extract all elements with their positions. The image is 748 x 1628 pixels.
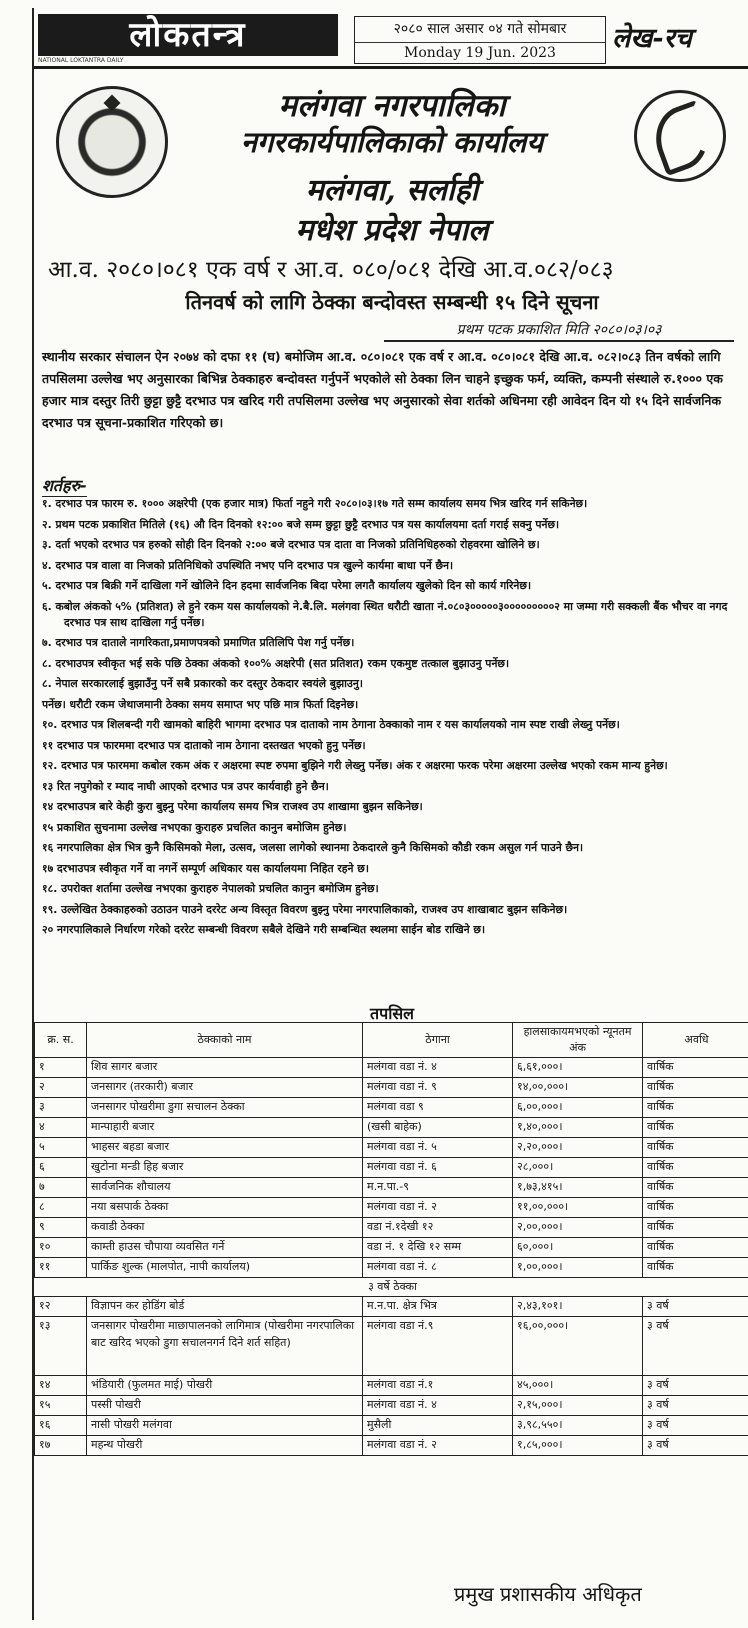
condition-item: पर्नेछ। धरौटी रकम जेथाजमानी ठेक्का समय समाप्त भए पछि मात्र फिर्ता दिइनेछ। <box>42 697 359 711</box>
contract-name-cell: विज्ञापन कर होडिंग बोर्ड <box>87 1297 363 1317</box>
serial-cell: ८ <box>35 1198 87 1218</box>
contract-name-cell: पार्किङ शुल्क (मालपोत, नापी कार्यालय) <box>87 1258 363 1278</box>
contract-name-cell: जनसागर पोखरीमा माछापालनको लागिमात्र (पोखरीमा नगरपालिका बाट खरिद भएको डुगा सचालनगर्न दिने शर्त सहित) <box>87 1317 363 1376</box>
org-province: मधेश प्रदेश नेपाल <box>295 213 489 248</box>
condition-item: ८. दरभाउपत्र स्वीकृत भई सके पछि ठेक्का अंकको १००% अक्षरेपी (सत प्रतिशत) रकम एकमुष्ट तत्काल बुझाउनु पर्नेछ। <box>42 656 510 670</box>
serial-cell: ७ <box>35 1178 87 1198</box>
table-row <box>35 1118 748 1138</box>
serial-cell: १० <box>35 1238 87 1258</box>
address-cell: मलंगवा वडा नं. २ <box>363 1436 513 1456</box>
serial-cell: २ <box>35 1078 87 1098</box>
duration-cell: ३ वर्ष <box>643 1376 748 1396</box>
contract-name-cell: काम्ती हाउस चौपाया व्यवसित गर्ने <box>87 1238 363 1258</box>
duration-cell: वार्षिक <box>643 1178 748 1198</box>
table-row <box>35 1258 748 1278</box>
serial-cell: ११ <box>35 1258 87 1278</box>
contract-name-cell: महन्थ पोखरी <box>87 1436 363 1456</box>
address-cell: वडा नं.१देखी १२ <box>363 1218 513 1238</box>
duration-cell: ३ वर्ष <box>643 1297 748 1317</box>
duration-cell: ३ वर्ष <box>643 1396 748 1416</box>
duration-cell: वार्षिक <box>643 1158 748 1178</box>
group-label: ३ वर्षे ठेक्का <box>35 1278 748 1297</box>
contract-name-cell: नासी पोखरी मलंगवा <box>87 1416 363 1436</box>
duration-cell: वार्षिक <box>643 1198 748 1218</box>
table-row <box>35 1138 748 1158</box>
amount-cell: ४५,०००। <box>513 1376 643 1396</box>
table-row <box>35 1376 748 1396</box>
serial-cell: १ <box>35 1058 87 1078</box>
condition-item: ६. कबोल अंकको ५% (प्रतिशत) ले हुने रकम यस कार्यालयको ने.बै.लि. मलंगवा स्थित धरौटी खाता नं.०८०३०००००३०००००००००२ मा जम्मा गरी सक्कली बैंक भौचर वा नगद दरभाउ पत्र साथ दाखिला गर्नु पर्नेछ। <box>42 599 728 629</box>
table-row <box>35 1297 748 1317</box>
condition-item: १४ दरभाउपत्र बारे केही कुरा बुझ्नु परेमा कार्यालय समय भित्र राजश्व उप शाखामा बुझन सकिनेछ। <box>42 800 423 814</box>
condition-item: ५. दरभाउ पत्र बिक्री गर्ने दाखिला गर्ने खोलिने दिन हदमा सार्वजनिक बिदा परेमा लगतै कार्यालय खुलेको दिन सो कार्य गरिनेछ। <box>42 579 532 592</box>
condition-item: १०. दरभाउ पत्र शिलबन्दी गरी खामको बाहिरी भागमा दरभाउ पत्र दाताको नाम ठेगाना ठेक्काको नाम र यस कार्यालयको नाम स्पष्ट राखी लेख्नु पर्नेछ। <box>42 718 620 732</box>
amount-cell: १४,००,०००। <box>513 1078 643 1098</box>
condition-item: १५ प्रकाशित सुचनामा उल्लेख नभएका कुराहरु प्रचलित कानुन बमोजिम हुनेछ। <box>42 820 347 834</box>
three-year-group <box>35 1278 748 1297</box>
issue-date-box <box>354 16 606 64</box>
address-cell: वडा नं. १ देखि १२ सम्म <box>363 1238 513 1258</box>
table-row <box>35 1058 748 1078</box>
serial-cell: १७ <box>35 1436 87 1456</box>
newspaper-logo: लोकतन्त्र <box>38 14 338 56</box>
column-header: ठेक्काको नाम <box>87 1023 363 1058</box>
one-year-contracts <box>35 1058 748 1278</box>
condition-item: ४. दरभाउ पत्र वाला वा निजको प्रतिनिधिको उपस्थिति नभए पनि दरभाउ पत्र खुल्ने कार्यमा बाधा पर्ने छैन। <box>42 558 454 572</box>
amount-cell: २,१५,०००। <box>513 1396 643 1416</box>
notice-title: तिनवर्ष को लागि ठेक्का बन्दोवस्त सम्बन्धी १५ दिने सूचना <box>185 290 599 314</box>
address-cell: मलंगवा वडा नं.१ <box>363 1376 513 1396</box>
serial-cell: १३ <box>35 1317 87 1376</box>
group-row <box>35 1278 748 1297</box>
duration-cell: वार्षिक <box>643 1058 748 1078</box>
notice-title-fiscal-years: आ.व. २०८०।०८१ एक वर्ष र आ.व. ०८०/०८१ देखि आ.व.०८२/०८३ <box>48 257 614 283</box>
duration-cell: वार्षिक <box>643 1118 748 1138</box>
org-office: नगरकार्यपालिकाको कार्यालय <box>240 125 544 159</box>
issue-date-nepali: २०८० साल असार ०४ गते सोमबार <box>393 21 567 37</box>
condition-item: ७. दरभाउ पत्र दाताले नागरिकता,प्रमाणपत्रको प्रमाणित प्रतिलिपि पेश गर्नु पर्नेछ। <box>42 636 355 650</box>
serial-cell: १५ <box>35 1396 87 1416</box>
table-row <box>35 1158 748 1178</box>
address-cell: मुसैली <box>363 1416 513 1436</box>
condition-item: १२. दरभाउ पत्र फारममा कबोल रकम अंक र अक्षरमा स्पष्ट रुपमा बुझिने गरी लेख्नु पर्नेछ। अंक र अक्षरमा फरक परेमा अक्षरमा उल्लेख भएको रकम मान्य हुनेछ। <box>42 759 668 773</box>
table-row <box>35 1436 748 1456</box>
address-cell: मलंगवा वडा नं. ४ <box>363 1396 513 1416</box>
address-cell: मलंगवा वडा नं. ६ <box>363 1158 513 1178</box>
signatory-title: प्रमुख प्रशासकीय अधिकृत <box>454 1582 642 1606</box>
contract-name-cell: सार्वजनिक शौचालय <box>87 1178 363 1198</box>
three-year-contracts <box>35 1297 748 1456</box>
condition-item: ८. नेपाल सरकारलाई बुझाउँनु पर्ने सबै प्रकारको कर दस्तुर ठेकदार स्वयंले बुझाउनु। <box>42 677 363 691</box>
contract-name-cell: भाहसर बहडा बजार <box>87 1138 363 1158</box>
amount-cell: ६,००,०००। <box>513 1098 643 1118</box>
duration-cell: ३ वर्ष <box>643 1416 748 1436</box>
conditions-list <box>40 496 746 943</box>
contract-name-cell: शिव सागर बजार <box>87 1058 363 1078</box>
address-cell: मलंगवा वडा नं.९ <box>363 1317 513 1376</box>
serial-cell: १२ <box>35 1297 87 1317</box>
table-header-row <box>35 1023 748 1058</box>
condition-item: १६ नगरपालिका क्षेत्र भित्र कुनै किसिमको मेला, उत्सव, जलसा लागेको स्थानमा ठेकदारले कुनै किसिमको कौडी रकम असुल गर्न पाउने छैन। <box>42 841 584 855</box>
table-row <box>35 1198 748 1218</box>
duration-cell: वार्षिक <box>643 1098 748 1118</box>
table-row <box>35 1416 748 1436</box>
notice-intro: स्थानीय सरकार संचालन ऐन २०७४ को दफा ११ (घ) बमोजिम आ.व. ०८०।०८१ एक वर्ष र आ.व. ०८०।०८१ देखि आ.व. ०८२।०८३ तिन वर्षको लागि तपसिलमा उल्लेख भए अनुसारका बिभिन्न ठेक्काहरु बन्दोवस्त गर्नुपर्ने भएकोले सो ठेक्का लिन चाहने इच्छुक फर्म, व्यक्ति, कम्पनी संस्थाले रु.१००० एक हजार मात्र दस्तुर तिरी छुट्टा छुट्टै दरभाउ पत्र खरिद गरी तपसिलमा उल्लेख भए अनुसारको सेवा शर्तको अधिनमा रही आवेदन दिन यो १५ दिने सार्वजनिक दरभाउ पत्र सूचना-प्रकाशित गरिएको छ। <box>42 349 723 430</box>
column-header: हालसाकायमभएको न्यूनतम अंक <box>513 1023 643 1058</box>
amount-cell: १,७३,४१५। <box>513 1178 643 1198</box>
address-cell: (खसी बाहेक) <box>363 1118 513 1138</box>
table-row <box>35 1218 748 1238</box>
table-row <box>35 1396 748 1416</box>
serial-cell: १४ <box>35 1376 87 1396</box>
contract-name-cell: पस्सी पोखरी <box>87 1396 363 1416</box>
org-location: मलंगवा, सर्लाही <box>305 173 479 208</box>
contract-name-cell: मान्पाहारी बजार <box>87 1118 363 1138</box>
address-cell: मलंगवा वडा नं. ५ <box>363 1138 513 1158</box>
address-cell: मलंगवा वडा नं. २ <box>363 1198 513 1218</box>
duration-cell: ३ वर्ष <box>643 1317 748 1376</box>
address-cell: मलंगवा वडा नं. ४ <box>363 1058 513 1078</box>
serial-cell: १६ <box>35 1416 87 1436</box>
amount-cell: ११,००,०००। <box>513 1198 643 1218</box>
condition-item: ३. दर्ता भएको दरभाउ पत्र हरुको सोही दिन दिनको २:०० बजे दरभाउ पत्र दाता वा निजको प्रतिनिधिहरुको रोहवरमा खोलिने छ। <box>42 538 540 551</box>
amount-cell: १,००,०००। <box>513 1258 643 1278</box>
column-header: अवधि <box>643 1023 748 1058</box>
newspaper-masthead <box>34 8 748 69</box>
address-cell: म.न.पा.-९ <box>363 1178 513 1198</box>
contract-name-cell: कवाडी ठेक्का <box>87 1218 363 1238</box>
condition-item: २. प्रथम पटक प्रकाशित मितिले (१६) औ दिन दिनको १२:०० बजे सम्म छुट्टा छुट्टै दरभाउ पत्र यस कार्यालयमा दर्ता गराई सक्नु पर्नेछ। <box>42 517 560 531</box>
serial-cell: ९ <box>35 1218 87 1238</box>
table-row <box>35 1078 748 1098</box>
table-heading: तपसिल <box>369 1004 415 1023</box>
amount-cell: १६,००,०००। <box>513 1317 643 1376</box>
address-cell: म.न.पा. क्षेत्र भित्र <box>363 1297 513 1317</box>
condition-item: १३ रित नपुगेको र म्याद नाघी आएको दरभाउ पत्र उपर कार्यवाही हुने छैन। <box>42 779 329 793</box>
table-row <box>35 1238 748 1258</box>
condition-item: १७ दरभाउपत्र स्वीकृत गर्ने वा नगर्ने सम्पूर्ण अधिकार यस कार्यालयमा निहित रहने छ। <box>42 861 369 875</box>
column-header: ठेगाना <box>363 1023 513 1058</box>
duration-cell: वार्षिक <box>643 1258 748 1278</box>
contract-name-cell: भंडियारी (फुलमत माई) पोखरी <box>87 1376 363 1396</box>
amount-cell: १,८५,०००। <box>513 1436 643 1456</box>
duration-cell: ३ वर्ष <box>643 1436 748 1456</box>
condition-item: १. दरभाउ पत्र फारम रु. १००० अक्षरेपी (एक हजार मात्र) फिर्ता नहुने गरी २०८०।०३।१७ गते सम्म कार्यालय समय भित्र खरिद गर्न सकिनेछ। <box>42 497 588 510</box>
contracts-table <box>34 1022 748 1456</box>
condition-item: ११ दरभाउ पत्र फारममा दरभाउ पत्र दाताको नाम ठेगाना दस्तखत भएको हुनु पर्नेछ। <box>42 738 366 752</box>
address-cell: मलंगवा वडा ९ <box>363 1098 513 1118</box>
column-header: क्र. स. <box>35 1023 87 1058</box>
duration-cell: वार्षिक <box>643 1138 748 1158</box>
condition-item: १९. उल्लेखित ठेक्काहरुको उठाउन पाउने दररेट अन्य विस्तृत विवरण बुझ्नु परेमा नगरपालिकाको, राजश्व उप शाखाबाट बुझन सकिनेछ। <box>42 902 568 916</box>
serial-cell: ६ <box>35 1158 87 1178</box>
amount-cell: २८,०००। <box>513 1158 643 1178</box>
serial-cell: ३ <box>35 1098 87 1118</box>
org-name: मलंगवा नगरपालिका <box>278 88 506 124</box>
notice-page <box>32 8 748 1620</box>
duration-cell: वार्षिक <box>643 1238 748 1258</box>
serial-cell: ४ <box>35 1118 87 1138</box>
condition-item: १८. उपरोक्त शर्तामा उल्लेख नभएका कुराहरु नेपालको प्रचलित कानुन बमोजिम हुनेछ। <box>42 882 379 896</box>
amount-cell: २,४३,१०१। <box>513 1297 643 1317</box>
duration-cell: वार्षिक <box>643 1218 748 1238</box>
condition-item: २० नगरपालिकाले निर्धारण गरेको दररेट सम्बन्धी विवरण सबैले देखिने गरी सम्बन्धित स्थलमा साईन बोड राखिने छ। <box>42 923 486 937</box>
table-row <box>35 1098 748 1118</box>
amount-cell: ६,६१,०००। <box>513 1058 643 1078</box>
contract-name-cell: जनसागर पोखरीमा डुगा सचालन ठेक्का <box>87 1098 363 1118</box>
conditions-heading: शर्तहरु- <box>42 476 87 495</box>
contract-name-cell: खुटोना मन्डी हिह बजार <box>87 1158 363 1178</box>
newspaper-logo-subtitle: NATIONAL LOKTANTRA DAILY <box>38 57 124 64</box>
address-cell: मलंगवा वडा नं. ८ <box>363 1258 513 1278</box>
address-cell: मलंगवा वडा नं. ९ <box>363 1078 513 1098</box>
amount-cell: ६०,०००। <box>513 1238 643 1258</box>
contract-name-cell: जनसागर (तरकारी) बजार <box>87 1078 363 1098</box>
duration-cell: वार्षिक <box>643 1078 748 1098</box>
table-row <box>35 1317 748 1376</box>
serial-cell: ५ <box>35 1138 87 1158</box>
section-label: लेख-रच <box>612 23 692 54</box>
amount-cell: १,४०,०००। <box>513 1118 643 1138</box>
table-row <box>35 1178 748 1198</box>
published-date: प्रथम पटक प्रकाशित मिति २०८०।०३।०३ <box>384 320 734 342</box>
issue-date-english: Monday 19 Jun. 2023 <box>355 42 605 61</box>
amount-cell: २,००,०००। <box>513 1218 643 1238</box>
contract-name-cell: नया बसपार्क ठेक्का <box>87 1198 363 1218</box>
amount-cell: २,२०,०००। <box>513 1138 643 1158</box>
amount-cell: ३,९८,५५०। <box>513 1416 643 1436</box>
